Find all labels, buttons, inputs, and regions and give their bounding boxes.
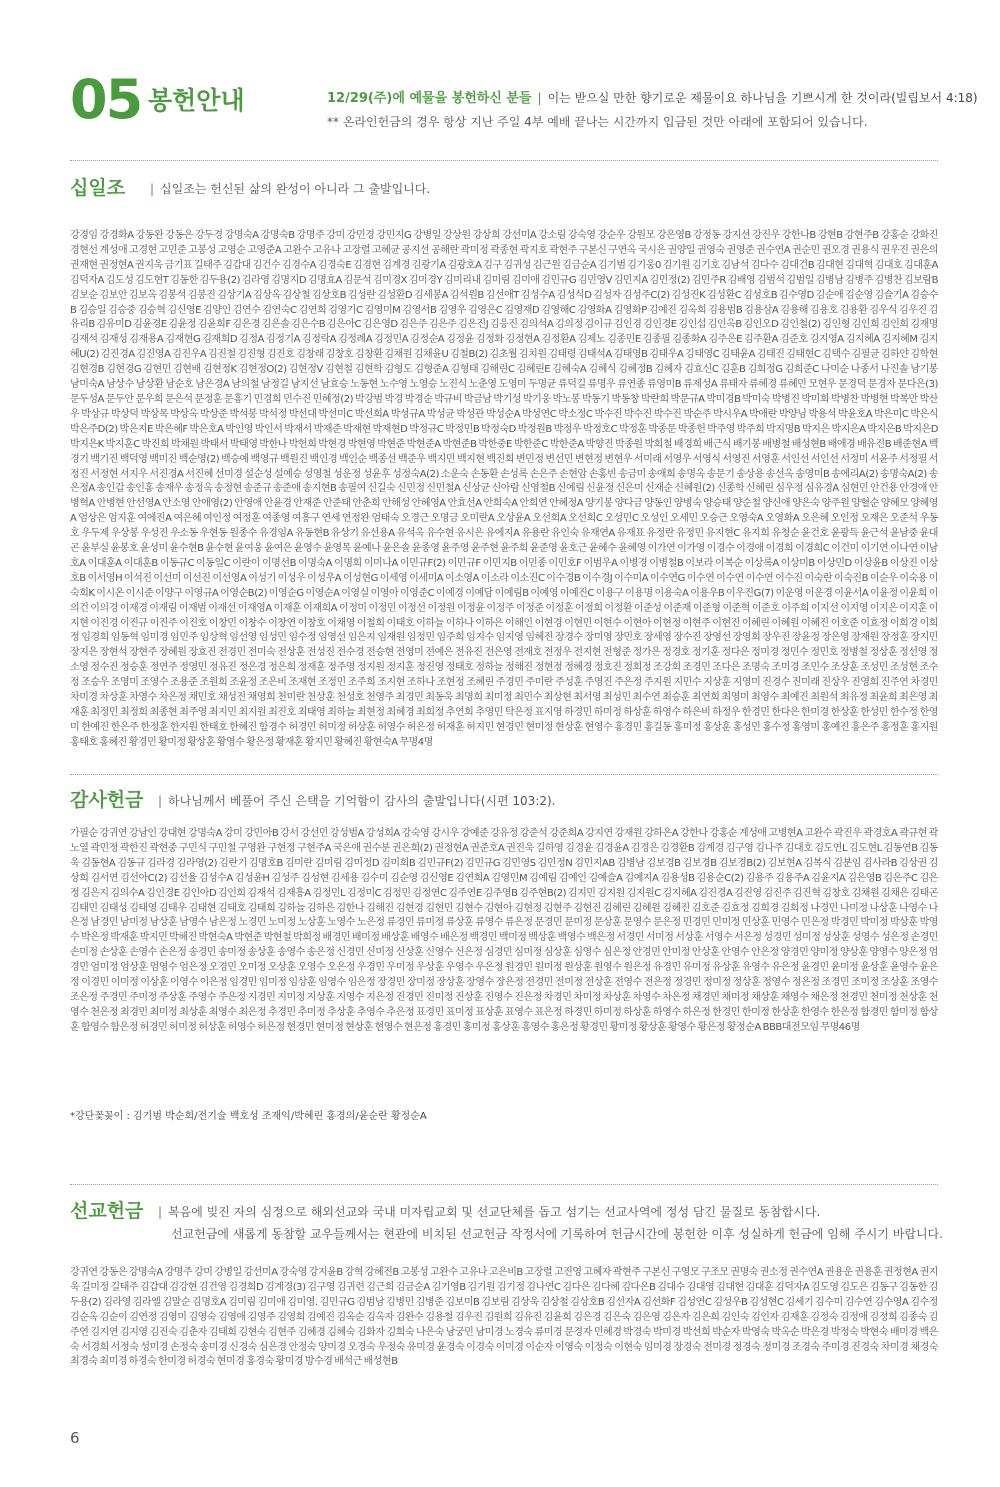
mission-section <box>70 1198 943 1400</box>
offering-header <box>70 68 978 148</box>
divider-line <box>70 160 938 161</box>
flower-note: *강단꽃꽂이 : 김기범 박순희/전기술 백호성 조재익/박혜린 홍경의/윤순란 황정순A <box>70 1111 427 1122</box>
divider-line <box>70 1184 938 1185</box>
header-line <box>327 89 978 108</box>
offering-date: 12/29(주)에 예물을 봉헌하신 분들 <box>327 91 532 106</box>
section-title: 봉헌안내 <box>148 86 245 115</box>
mission-names: 강귀연 강동은 강명숙A 강명주 강미 강병일 강선미A 강숙영 강지윤B 강혁 강혜진B 고봉성 고완수 고유나 고은비B 고장렬 고진영 고혜자 곽현주 구본신 구영모 구조모 권명숙 권소정 권수연A 권용운 권용훈 권정현A 권지욱 길미정 길태주 김갑대 김강현 김건영 김경희D 김계경(3) 김구영 김귀련 김근희 김금순A 김기영B 김기원 김기정 김나연C 김다은 김다혜 김다은B 김대수 김대영 김대현 김대훈 김덕자A 김도영 김도은 김동구 김동한 김두용(2) 김라영 김라엘 김말순 김명호A 김미림 김미애 김미영. 김민규G 김범남 김병민 김병준 김보미B 김보림 김상욱 김상철 김상호B 김선자A 김선화F 김성연C 김성우B 김성현C 김세기 김수미 김수연 김수영A 김수정 김순옥 김순이 김연정 김영미 김영숙 김영애 김영주 김영희 김예진 김옥순 김옥자 김완수 김용철 김우진 김원희 김유진 김윤희 김은경 김은숙 김은영 김은자 김은희 김인숙 김인자 김재훈 김정숙 김정애 김정희 김종숙 김주연 김지연 김지영 김진숙 김춘자 김태희 김현숙 김현주 김혜경 김혜숙 김화자 김희숙 나은숙 남궁민 남미경 노경숙 류미경 문경자 민혜경 박경숙 박미경 박선희 박순자 박영숙 박옥순 박은경 박정숙 박현숙 배미경 백은숙 서경희 서정숙 성미경 손정숙 송미경 신경숙 심은경 안정숙 양미경 오경숙 우정숙 유미경 윤경숙 이경숙 이미경 이순자 이영숙 이정숙 이현숙 임미경 장경숙 전미경 정경숙 정미경 조경숙 주미경 진경숙 차미경 채경숙 최경숙 최미경 하경숙 한미경 허경숙 현미경 홍경숙 황미경 방수경 배석근 배성현B <box>70 1267 938 1368</box>
thanks-section <box>70 787 938 1124</box>
tithe-names: 강경임 강경화A 강동완 강동은 강두경 강명숙A 강명숙B 강명주 강미 강민경 강민지G 강병일 강상원 강상희 강선미A 강소림 강숙영 강순우 강원모 강은영B 강정동 강지선 강진우 강한나B 강현B 강현주B 강홍순 강화진 경현선 계성애 고경현 고민준 고봉성 고영순 고영준A 고완수 고유나 고장렬 고혜균 공지선 공해란 곽미정 곽종현 곽지호 곽현주 구본신 구연옥 국시은 권양일 권영숙 권영준 권수연A 권순민 권오경 권용식 권우진 권은의 권재현 권정현A 권지욱 금기표 길태주 김갑대 김건수 김경수A 김경숙E 김경현 김계경 김광기A 김광호A 김구 김귀성 김근원 김금순A 김기범 김기웅0 김기원 김기호 김남석 김다수 김대건B 김대현 김대혁 김대호 김대훈A 김덕자A 김도성 김도현T 김동한 김두용(2) 김라영 김명지D 김명효A 김문석 김미경X 김미경Y 김미리내 김미림 김미애 김민규G 김민영V 김민지A 김민정(2) 김민주R 김배영 김범석 김범일 김병남 김병주 김병찬 김보람B 김보순 김보안 김보옥 김봉석 김봉진 김상기A 김상옥 김상철 김상호B 김성란 김성환D 김세봉A 김석원B 김선애T 김성수A 김성식D 김성자 김성주C(2) 김성진K 김성환C 김성호B 김수영D 김순애 김순영 김슬기A 김승수B 김승일 김승중 김승혁 김신영E 김양인 김연수 김연숙C 김연희 김영기C 김영미M 김영서B 김영우 김영은C 김영재D 김영해C 김영화A 김영화P 김예진 김옥희 김용범B 김용삼A 김용해 김용호 김용환 김우식 김우진 김유리B 김유미D 김윤경E 김윤정 김윤희F 김은경 김은솔 김은수B 김은아C 김은영D 김은주 김은주 김은진J 김응진 김의석A 김의정 김이규 김인경 김인경E 김인섭 김인옥B 김인오D 김인철(2) 김인형 김인희 김인희 김재명 김재석 김재성 김재용A 김재현G 김재희D 김정A 김정기A 김정락A 김정례A 김정민A 김정순A 김정윤 김정화 김정현A 김정환A 김제노 김종민E 김종필 김종화A 김주은E 김주환A 김준호 김지영A 김지혜A 김지혜M 김지혜U(2) 김진경A 김진영A 김진우A 김진철 김진형 김진호 김창래 김창호 김창환 김채원 김채윤U 김철B(2) 김초월 김치원 김태령 김태석A 김태영B 김태우A 김태영C 김태윤A 김태진 김태현C 김택수 김필균 김하얀 김학현 김현경B 김현경G 김현민 김현배 김현정K 김현정O(2) 김현정V 김현철 김현학 김형도 김형준A 김형태 김해린C 김혜린E 김혜숙A 김혜식 김혜정B 김혜자 김효신C 김훈B 김희정G 김희준C 나미순 나종서 나진솔 남기봉 남미숙A 남상수 남상환 남순호 남은경A 남의철 남정길 남지선 남효승 노동현 노수영 노영승 노진식 노춘영 도영미 두명균 류덕길 류명우 류연종 류영미B 류제성A 류태자 류혜경 류혜민 모현우 문경덕 문경자 문다은(3) 문두성A 문두안 문우희 문은석 문정훈 문홍기 민경희 민수진 민혜정(2) 박강범 박경 박경순 박규비 박금남 박기성 박기웅 박노봉 박동기 박동창 박란희 박문규A 박미경B 박미숙 박병진 박미희 박병찬 박병현 박복만 박산우 박상규 박상덕 박상목 박상옥 박상준 박석봉 박석정 박선대 박선미C 박선희A 박성규A 박성균 박성관 박성순A 박성연C 박소정C 박수진 박수진 박수진 박순주 박시우A 박애란 박양님 박용석 박윤호A 박은미C 박은식 박은주D(2) 박은지E 박은혜F 박은호A 박인영 박인서 박재서 박재준 박재현 박재현D 박정규C 박정민B 박정숙D 박정원B 박정우 박정호C 박정훈 박종문 박종헌 박주영 박주희 박지명B 박지은 박지은A 박지은B 박지은D 박지은K 박지훈C 박진희 박채원 박태서 박태영 박한나 박헌희 박현경 박현영 박현준 박현준A 박현준B 박한중E 박한준C 박한준A 박향진 박종원 박희철 배경희 배근식 배기봉 배병철 배성현B 배애경 배유진B 배준현A 백경기 백기진 백덕영 백미진 백순영(2) 백승예 백영규 백원진 백인경 백인순 백종선 백준우 백지민 백지현 백진희 변민정 변선민 변현정 변현우 서미래 서영우 서영식 서영진 서영훈 서인선 서인선 서정미 서윤주 서정필 서정진 서정현 서지우 서진경A 서진혜 선미경 설순성 설예승 성영철 성운정 성윤후 성정숙A(2) 소운숙 손동환 손성록 손은주 손현암 손홍빈 송금미 송애희 송명옥 송문기 송상용 송선옥 송영미B 송에리A(2) 송명숙A(2) 송은정A 송인갑 송인홍 송재우 송정옥 송정현 송준규 송준애 송지현B 송필여 신길숙 신민정 신민철A 신상균 신아람 신영철B 신예림 신윤정 신은미 신재순 신혜원(2) 신종학 신혜린 심우정 심유경A 심현민 안건용 안경애 안병혁A 안병현 안선영A 안소영 안애영(2) 안영애 안윤경 안재준 안준태 안춘희 안해성 안혜영A 안효선A 안희숙A 안희연 안혜정A 양기봉 양다금 양동인 양병숙 양승태 양순철 양신애 양은숙 양주원 양혈순 양혜모 양혜영A 엄상은 엄지훈 여에진A 여은혜 여인정 여정훈 여종영 여흥구 연세 연정완 엄태숙 오경근 오명금 오미란A 오상윤A 오선희A 오선희C 오성민C 오성인 오세민 오승근 오영숙A 오영화A 오은혜 오인정 오재은 오준석 우동호 우두제 우상봉 우성진 우소동 우현동 원종수 유경임A 유동현B 유상기 유선용A 유석옥 유수현 유시은 유에지A 유용란 유인숙 유재연A 유재표 유정란 유정민 유지현C 유지희 유청순 윤건호 윤광득 윤근석 윤남중 윤대곤 윤부실 윤봉호 윤성미 윤수현B 윤수현 윤여웅 윤여은 윤영수 윤영목 윤예나 윤은솔 윤종영 윤주영 윤주현 윤주희 윤준영 윤호근 윤혜수 윤혜영 이가연 이가영 이경수 이경애 이경희 이경희C 이건미 이기연 이나연 이남호A 이대훈A 이대훈B 이동규C 이동일C 이란이 이명선B 이명숙A 이명희 이미나A 이민규F(2) 이민규F 이민지B 이민종 이민호F 이범우A 이병경 이병철B 이보라 이복순 이상록A 이상미B 이상민D 이상윤B 이상진 이상호B 이서영H 이석진 이선미 이선진 이선영A 이성기 이성우 이성우A 이성현G 이세영 이세미A 이소영A 이소라 이소진C 이수경B 이수경J 이수미A 이수연G 이수연 이수연 이수연 이수진 이숙란 이숙진B 이순우 이숙용 이숙희K 이시온 이시준 이양구 이영규A 이영순B(2) 이영순G 이영순A 이영실 이영아 이영준C 이예경 이예담 이예림B 이예영 이예진C 이용구 이용명 이용숙A 이용우B 이우진G(7) 이운영 이운경 이윤서A 이윤정 이윤희 이의건 이의경 이재경 이재림 이재범 이재선 이재영A 이재훈 이재희A 이정미 이정민 이정선 이정원 이정윤 이정주 이정준 이정훈 이정희 이정환 이준성 이준재 이준형 이준혁 이준호 이주희 이지선 이지영 이지은 이지훈 이지현 이진경 이진규 이진주 이진호 이창민 이창수 이창연 이창호 이채영 이철희 이태호 이하늘 이하나 이하은 이해인 이현경 이현민 이현수 이현아 이현정 이현주 이현진 이혜린 이혜원 이혜진 이호준 이효정 이희경 이희정 임경희 임동혁 임미경 임민주 임상혁 임선영 임성민 임수정 임영선 임은지 임재원 임정민 임주희 임지수 임지영 임혜진 장경수 장미영 장민호 장세영 장수진 장영선 장영희 장우진 장윤정 장은영 장재원 장정훈 장지민 장지은 장현석 장현주 장혜원 장효진 전경민 전미숙 전상훈 전성진 전수경 전승현 전영미 전예은 전유진 전은영 전재호 전정우 전지현 전형준 정가은 정경호 정기훈 정다은 정미경 정민수 정민호 정병철 정상훈 정선영 정소영 정수진 정승훈 정연주 정영민 정유진 정은경 정은희 정재훈 정주영 정지원 정지훈 정진영 정태호 정하늘 정해진 정현정 정혜경 정호진 정희정 조강희 조경민 조다은 조명숙 조미경 조민수 조상훈 조성민 조성현 조수정 조승우 조영미 조영수 조용준 조원희 조윤정 조은비 조재현 조정민 조주희 조지현 조하나 조현정 조혜린 주경민 주미란 주성훈 주영진 주은정 주지원 지민수 지상훈 지영미 진경수 진미래 진상우 진영희 진주연 차경민 차미경 차상훈 차영수 차은정 채민호 채성진 채영희 천미란 천상훈 천성호 천영주 최경민 최동욱 최명희 최미정 최민수 최상현 최서영 최성민 최수연 최승훈 최연희 최영미 최영수 최예진 최원석 최유정 최윤희 최은영 최재훈 최정민 최정희 최종현 최주영 최지민 최지원 최진호 최태영 최하늘 최현정 최혜경 최희정 추연희 추영민 탁은정 표지영 하경민 하미정 하상훈 하영수 하은비 하정우 한경민 한다은 한미경 한상훈 한성민 한수정 한영미 한예진 한은주 한정훈 한지원 한태호 한혜진 함경수 허경민 허미정 허상훈 허영수 허은정 허재훈 허지민 현경민 현미정 현상훈 현영수 홍경민 홍길동 홍미정 홍상훈 홍성민 홍수정 홍영미 홍예진 홍은주 홍정훈 홍지원 홍태호 홍혜진 황경민 황미정 황상훈 황영수 황은정 황재훈 황지민 황혜진 황현숙A 무명4명 <box>70 230 938 748</box>
tithe-desc: | 십일조는 헌신된 삶의 완성이 아니라 그 출발입니다. <box>150 182 431 196</box>
mission-title: 선교헌금 <box>70 1200 144 1222</box>
mission-desc-2: 선교헌금에 새롭게 동참할 교우들께서는 현관에 비치된 선교헌금 작정서에 기록하여 헌금시간에 봉헌한 이후 성실하게 헌금에 임해 주시기 바랍니다. <box>171 1227 943 1241</box>
scripture-verse: 이는 받으실 만한 향기로운 제물이요 하나님을 기쁘시게 한 것이라(빌립보서 4:18) <box>547 91 978 105</box>
page-number: 6 <box>70 1429 80 1447</box>
thanks-title: 감사헌금 <box>70 789 144 811</box>
section-number: 05 <box>70 68 142 131</box>
divider-bar: | <box>537 91 542 105</box>
divider-line <box>70 774 938 775</box>
thanks-names: 가필순 강귀연 강남인 강대현 강명숙A 강미 강민아B 강서 강선민 강성범A 강성희A 강숙영 강시우 강예준 강유정 강준석 강준희A 강지연 강재원 강하은A 강한나 강홍순 계성애 고병현A 고완수 곽진우 곽경호A 곽규현 곽노열 곽민정 곽한진 곽현중 구민식 구민철 구영완 구현정 구현주A 국은애 권수분 권은희(2) 권정현A 권준호A 권진욱 길하영 김경윤 김경윤A 김경은 김경환B 김계경 김구영 김나주 김대호 김도연L 김도현L 김동연B 김동욱 김동현A 김동규 김라경 김라영(2) 김란기 김명호B 김미란 김미림 김미정D 김미희B 김민규F(2) 김민규G 김민영S 김민정N 김민지AB 김병남 김보경B 김보경B 김보경B(2) 김보현A 김복식 김분임 김사라B 김상권 김상희 김서연 김선아C(2) 김선율 김성수A 김성윤H 김성주 김성현 김세용 김수미 김순영 김신영E 김연희A 김영민M 김예림 김예인 김예슬A 김예지A 김용성B 김용순C(2) 김용주 김용주A 김윤지A 김은영B 김은주C 김은정 김은지 김의수A 김인경E 김인아D 김인희 김재석 김재흥A 김정민L 김정미C 김정민 김정연C 김주연E 김주영B 김주현B(2) 김지민 김지원 김지원C 김지혜A 김진경A 김진영 김진주 김진혁 김창호 김채원 김채은 김태곤 김태민 김태성 김태영 김태우 김태현 김태호 김태희 김하늘 김하은 김한나 김해진 김현경 김현민 김현수 김현아 김현정 김현주 김현진 김혜린 김혜원 김혜진 김호준 김효정 김희경 김희정 나경민 나미정 나상훈 나영수 나은정 남경민 남미정 남상훈 남영수 남은정 노경민 노미정 노상훈 노영수 노은정 류경민 류미정 류상훈 류영수 류은정 문경민 문미정 문상훈 문영수 문은정 민경민 민미정 민상훈 민영수 민은정 박경민 박미정 박상훈 박영수 박은정 박재훈 박지민 박혜진 박현숙A 박현준 박현철 박희정 배경민 배미정 배상훈 배영수 배은정 백경민 백미정 백상훈 백영수 백은정 서경민 서미정 서상훈 서영수 서은정 성경민 성미정 성상훈 성영수 성은정 손경민 손미정 손상훈 손영수 손은정 송경민 송미정 송상훈 송영수 송은정 신경민 신미정 신상훈 신영수 신은정 심경민 심미정 심상훈 심영수 심은정 안경민 안미정 안상훈 안영수 안은정 양경민 양미정 양상훈 양영수 양은정 엄경민 엄미정 엄상훈 엄영수 엄은정 오경민 오미정 오상훈 오영수 오은정 우경민 우미정 우상훈 우영수 우은정 원경민 원미정 원상훈 원영수 원은정 유경민 유미정 유상훈 유영수 유은정 윤경민 윤미정 윤상훈 윤영수 윤은정 이경민 이미정 이상훈 이영수 이은정 임경민 임미정 임상훈 임영수 임은정 장경민 장미정 장상훈 장영수 장은정 전경민 전미정 전상훈 전영수 전은정 정경민 정미정 정상훈 정영수 정은정 조경민 조미정 조상훈 조영수 조은정 주경민 주미정 주상훈 주영수 주은정 지경민 지미정 지상훈 지영수 지은정 진경민 진미정 진상훈 진영수 진은정 차경민 차미정 차상훈 차영수 차은정 채경민 채미정 채상훈 채영수 채은정 천경민 천미정 천상훈 천영수 천은정 최경민 최미정 최상훈 최영수 최은정 추경민 추미정 추상훈 추영수 추은정 표경민 표미정 표상훈 표영수 표은정 하경민 하미정 하상훈 하영수 하은정 한경민 한미정 한상훈 한영수 한은정 함경민 함미정 함상훈 함영수 함은정 허경민 허미정 허상훈 허영수 허은정 현경민 현미정 현상훈 현영수 현은정 홍경민 홍미정 홍상훈 홍영수 홍은정 황경민 황미정 황상훈 황영수 황은정 황정순A BBB대전모임 무명46명 <box>70 828 938 1033</box>
tithe-section <box>70 175 938 766</box>
mission-desc: | 복음에 빚진 자의 심정으로 해외선교와 국내 미자립교회 및 선교단체를 돕고 섬기는 선교사역에 정성 담긴 물질로 동참합시다. <box>158 1205 821 1219</box>
thanks-desc: | 하나님께서 베풀어 주신 은택을 기억함이 감사의 출발입니다(시편 103:2). <box>158 794 556 808</box>
online-note: ** 온라인헌금의 경우 항상 지난 주일 4부 예배 끝나는 시간까지 입금된 것만 아래에 포함되어 있습니다. <box>327 115 868 129</box>
tithe-title: 십일조 <box>70 177 126 199</box>
